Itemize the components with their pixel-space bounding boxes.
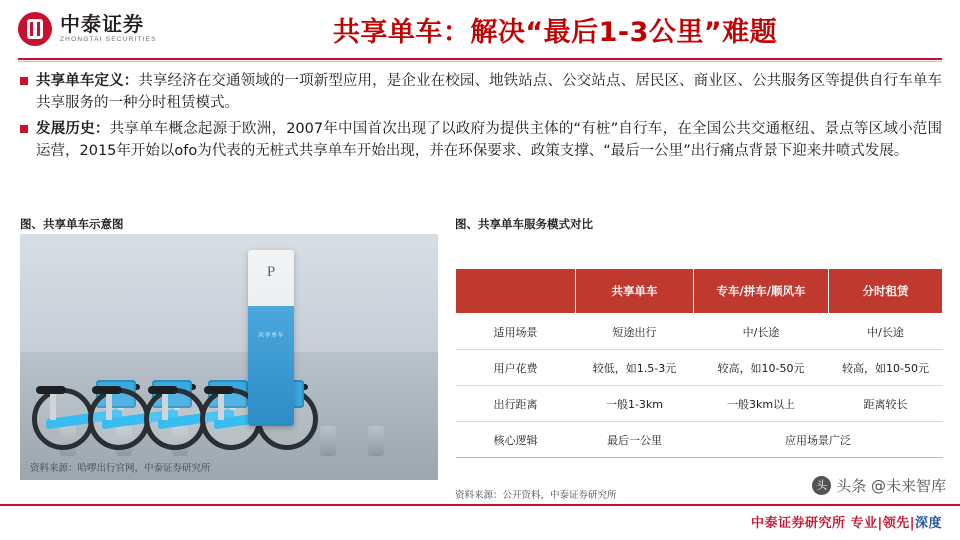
table-header-cell: 分时租赁 — [829, 269, 943, 314]
slide-header — [0, 0, 960, 62]
bullet-body: 共享经济在交通领域的一项新型应用，是企业在校园、地铁站点、公交站点、居民区、商业区、公共服务区等提供自行车单车共享服务的一种分时租赁模式。 — [36, 73, 943, 112]
table-cell: 较低，如1.5-3元 — [576, 350, 694, 386]
bike-seat — [36, 386, 66, 394]
kiosk-screen — [248, 306, 294, 426]
page-title: 共享单车：解决“最后1-3公里”难题 — [332, 17, 778, 48]
bike-seat — [148, 386, 178, 394]
dock-post — [320, 426, 336, 456]
table-cell: 中/长途 — [694, 314, 829, 350]
table-cell: 距离较长 — [829, 386, 943, 422]
footer-text — [751, 512, 942, 531]
bullet-square-icon — [20, 77, 28, 85]
bullet-label: 发展历史： — [36, 121, 110, 138]
table-cell: 中/长途 — [829, 314, 943, 350]
list-item — [20, 118, 942, 162]
table-header-row — [456, 269, 943, 314]
footer-tagline-red: 专业|领先| — [850, 516, 915, 531]
table-header-cell: 专车/拼车/顺风车 — [694, 269, 829, 314]
bullet-square-icon — [20, 125, 28, 133]
bike-seatpost — [106, 390, 112, 420]
table-cell: 短途出行 — [576, 314, 694, 350]
header-divider — [18, 58, 942, 60]
table-cell: 最后一公里 — [576, 422, 694, 458]
table-cell: 用户花费 — [456, 350, 576, 386]
header-divider-thin — [18, 61, 942, 62]
footer-divider — [0, 504, 960, 506]
table-cell: 较高，如10-50元 — [829, 350, 943, 386]
kiosk-letter: P — [266, 264, 276, 280]
bullet-body: 共享单车概念起源于欧洲，2007年中国首次出现了以政府为提供主体的“有桩”自行车，在全国公共交通枢纽、景点等区域小范围运营，2015年开始以ofo为代表的无桩式共享单车开始出现，并在环保要求、政策支撑、“最后一公里”出行痛点背景下迎来井喷式发展。 — [36, 121, 943, 160]
brand-name-en: ZHONGTAI SECURITIES — [60, 36, 157, 44]
bike-photo — [20, 234, 438, 480]
footer-tagline-blue: 深度 — [914, 516, 942, 531]
dock-post — [368, 426, 384, 456]
kiosk-label: 共享单车 — [257, 333, 284, 339]
watermark — [812, 475, 946, 496]
bullet-list — [20, 70, 942, 166]
comparison-table — [455, 268, 943, 458]
figure-caption-left: 图、共享单车示意图 — [20, 217, 124, 231]
figure-source-right: 资料来源：公开资料，中泰证券研究所 — [455, 490, 617, 501]
watermark-text: 头条 @未来智库 — [836, 477, 946, 495]
toutiao-icon: 头 — [812, 476, 831, 495]
table-header-cell — [456, 269, 576, 314]
figure-caption-right: 图、共享单车服务模式对比 — [455, 217, 593, 231]
table-cell: 较高，如10-50元 — [694, 350, 829, 386]
table-cell: 核心逻辑 — [456, 422, 576, 458]
figure-source-left: 资料来源：哈啰出行官网，中泰证券研究所 — [30, 463, 211, 474]
list-item — [20, 70, 942, 114]
table-row — [456, 386, 943, 422]
bullet-label: 共享单车定义： — [36, 73, 139, 89]
table-cell: 一般3km以上 — [694, 386, 829, 422]
bike-seat — [204, 386, 234, 394]
table-row — [456, 422, 943, 458]
bullet-paragraph — [36, 118, 942, 162]
brand-name-cn: 中泰证券 — [60, 12, 144, 37]
brand-logo-text — [60, 14, 157, 44]
table-cell: 一般1-3km — [576, 386, 694, 422]
bike-seatpost — [162, 390, 168, 420]
bike-seatpost — [218, 390, 224, 420]
table-cell-merged: 应用场景广泛 — [694, 422, 943, 458]
table-row — [456, 314, 943, 350]
photo-sky — [20, 234, 438, 352]
comparison-table-wrap — [455, 268, 942, 458]
footer-org: 中泰证券研究所 — [750, 516, 846, 531]
brand-logo — [18, 12, 157, 46]
bullet-paragraph — [36, 70, 942, 114]
table-cell: 出行距离 — [456, 386, 576, 422]
bike-seatpost — [50, 390, 56, 420]
table-row — [456, 350, 943, 386]
zhongtai-logo-icon — [18, 12, 52, 46]
bike-seat — [92, 386, 122, 394]
table-header-cell: 共享单车 — [576, 269, 694, 314]
table-cell: 适用场景 — [456, 314, 576, 350]
